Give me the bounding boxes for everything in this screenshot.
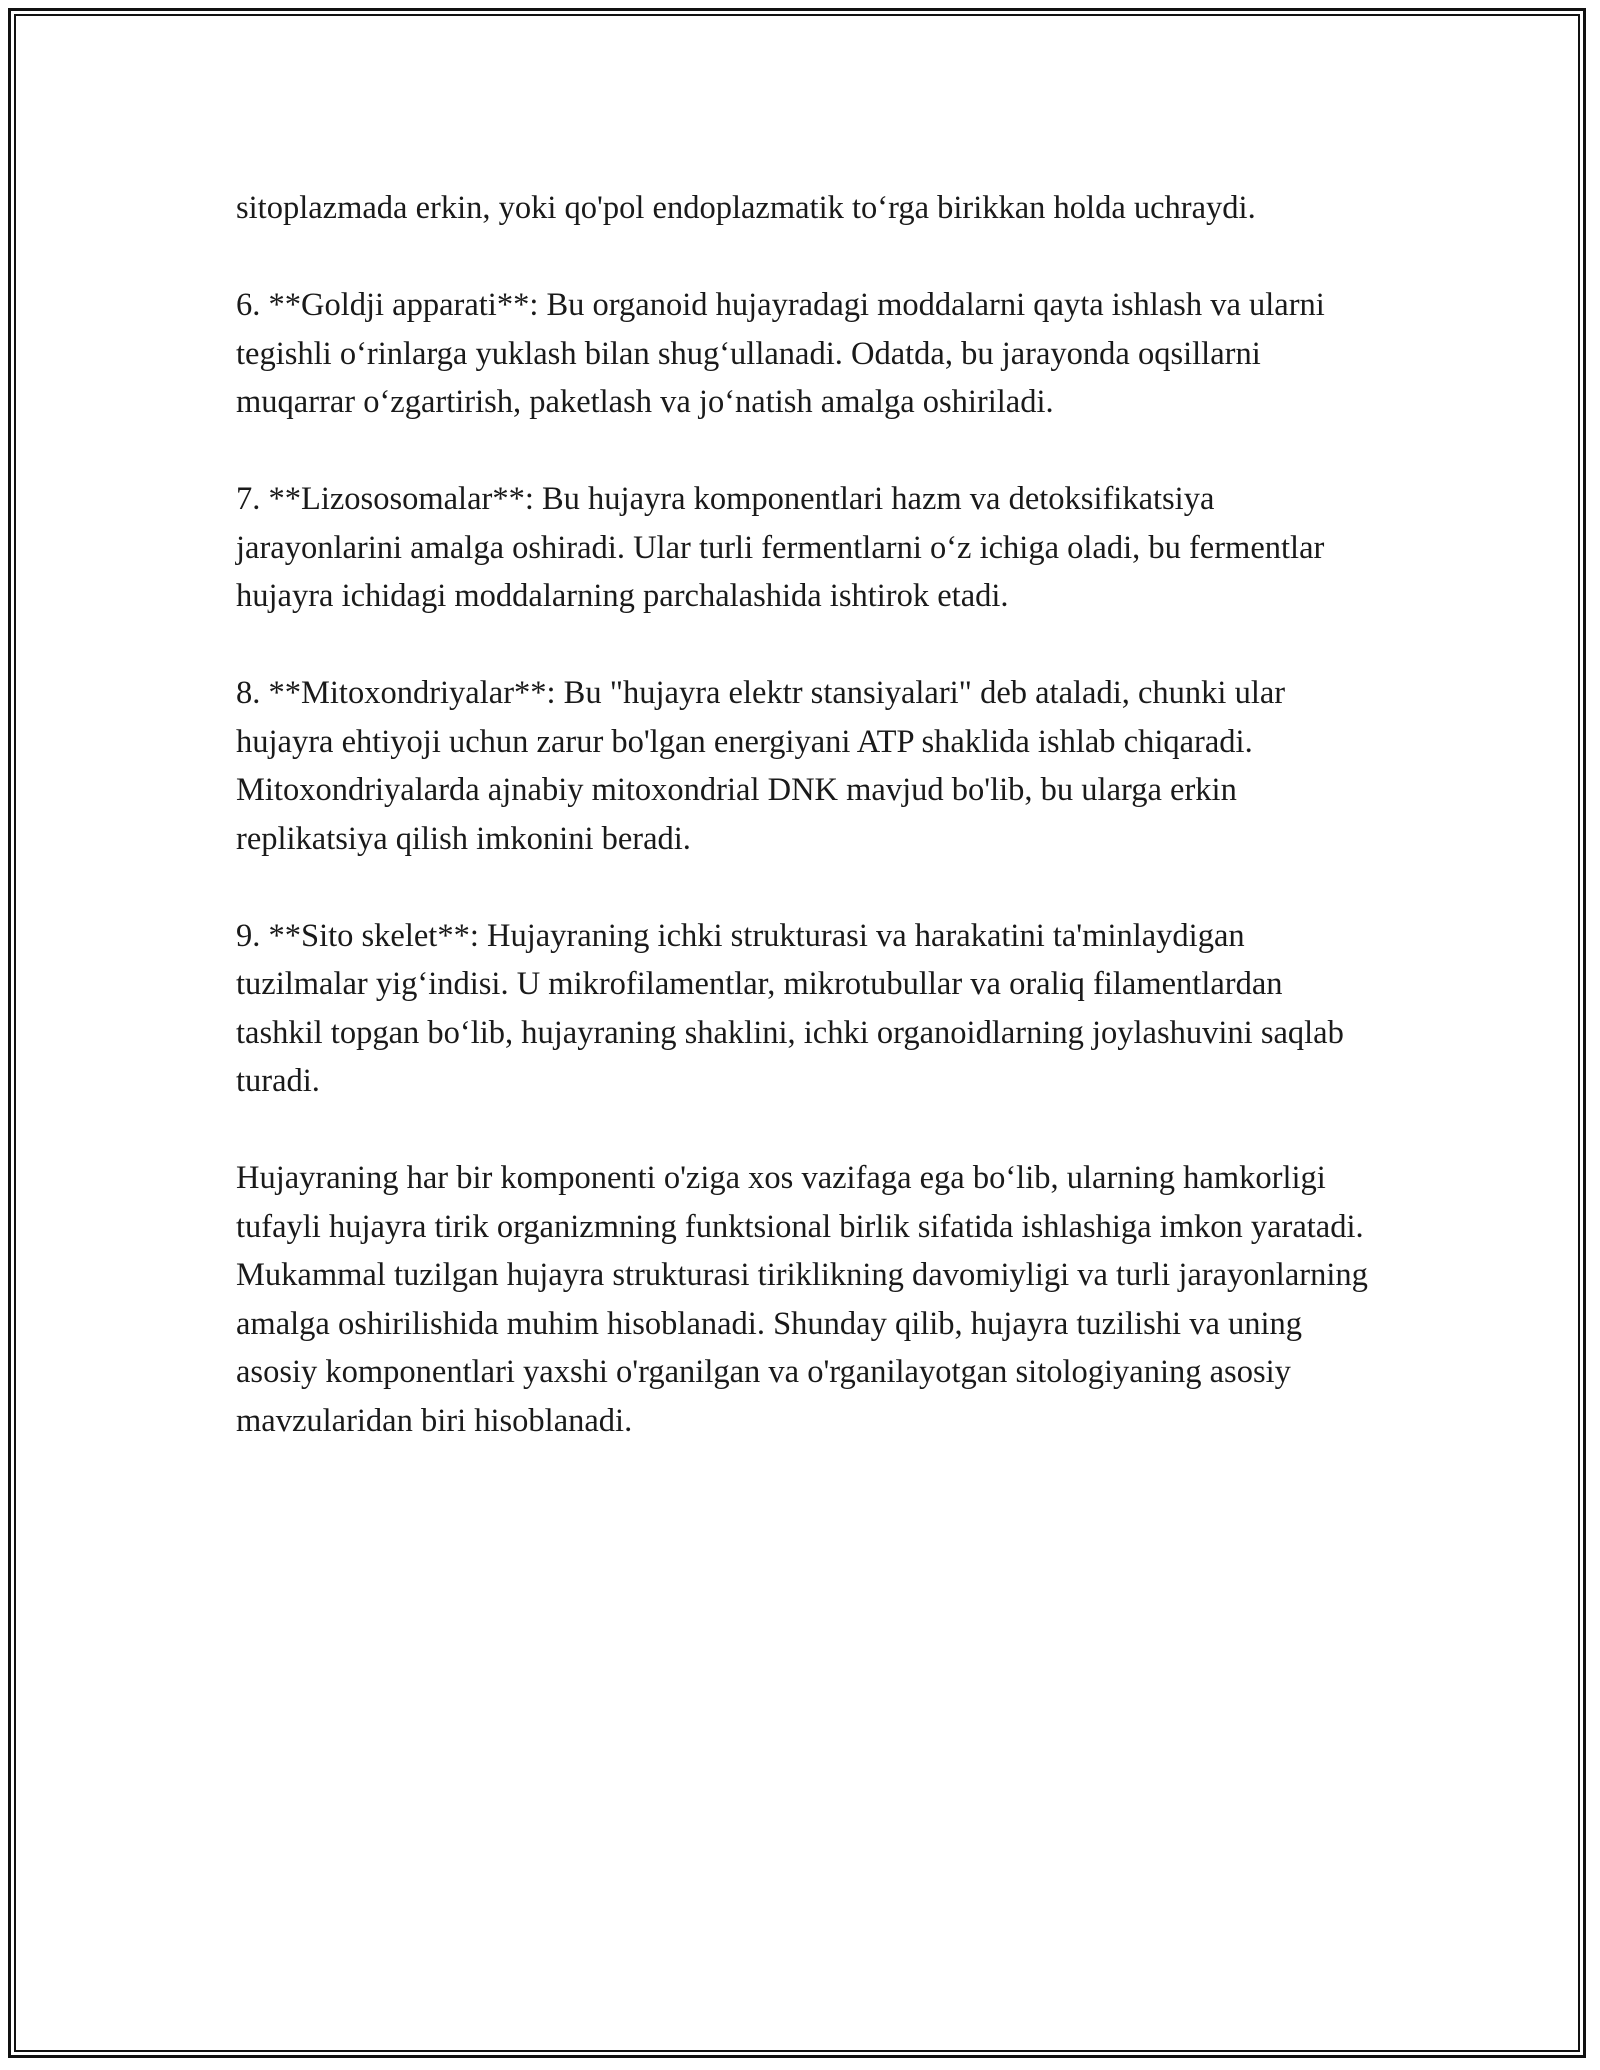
paragraph-mitoxondriyalar: 8. **Mitoxondriyalar**: Bu "hujayra elektr stansiyalari" deb ataladi, chunki ular hujayra ehtiyoji uchun zarur bo'lgan energiyani ATP shaklida ishlab chiqaradi. Mitoxondriyalarda ajnabiy mitoxondrial DNK mavjud bo'lib, bu ularga erkin replikatsiya qilish imkonini beradi. — [236, 675, 1286, 857]
document-body — [236, 184, 1376, 1494]
paragraph-continuation: sitoplazmada erkin, yoki qo'pol endoplazmatik to‘rga birikkan holda uchraydi. — [236, 190, 1256, 226]
paragraph-goldji-apparati: 6. **Goldji apparati**: Bu organoid hujayradagi moddalarni qayta ishlash va ularni tegishli o‘rinlarga yuklash bilan shug‘ullanadi. Odatda, bu jarayonda oqsillarni muqarrar o‘zgartirish, paketlash va jo‘natish amalga oshiriladi. — [236, 287, 1325, 420]
paragraph-sito-skelet: 9. **Sito skelet**: Hujayraning ichki strukturasi va harakatini ta'minlaydigan tuzilmalar yig‘indisi. U mikrofilamentlar, mikrotubullar va oraliq filamentlardan tashkil topgan bo‘lib, hujayraning shaklini, ichki organoidlarning joylashuvini saqlab turadi. — [236, 917, 1344, 1099]
paragraph-lizososomalar: 7. **Lizososomalar**: Bu hujayra komponentlari hazm va detoksifikatsiya jarayonlarini amalga oshiradi. Ular turli fermentlarni o‘z ichiga oladi, bu fermentlar hujayra ichidagi moddalarning parchalashida ishtirok etadi. — [236, 481, 1325, 614]
paragraph-conclusion: Hujayraning har bir komponenti o'ziga xos vazifaga ega bo‘lib, ularning hamkorligi tufayli hujayra tirik organizmning funktsional birlik sifatida ishlashiga imkon yaratadi. Mukammal tuzilgan hujayra strukturasi tiriklikning davomiyligi va turli jarayonlarning amalga oshirilishida muhim hisoblanadi. Shunday qilib, hujayra tuzilishi va uning asosiy komponentlari yaxshi o'rganilgan va o'rganilayotgan sitologiyaning asosiy mavzularidan biri hisoblanadi. — [236, 1160, 1368, 1439]
